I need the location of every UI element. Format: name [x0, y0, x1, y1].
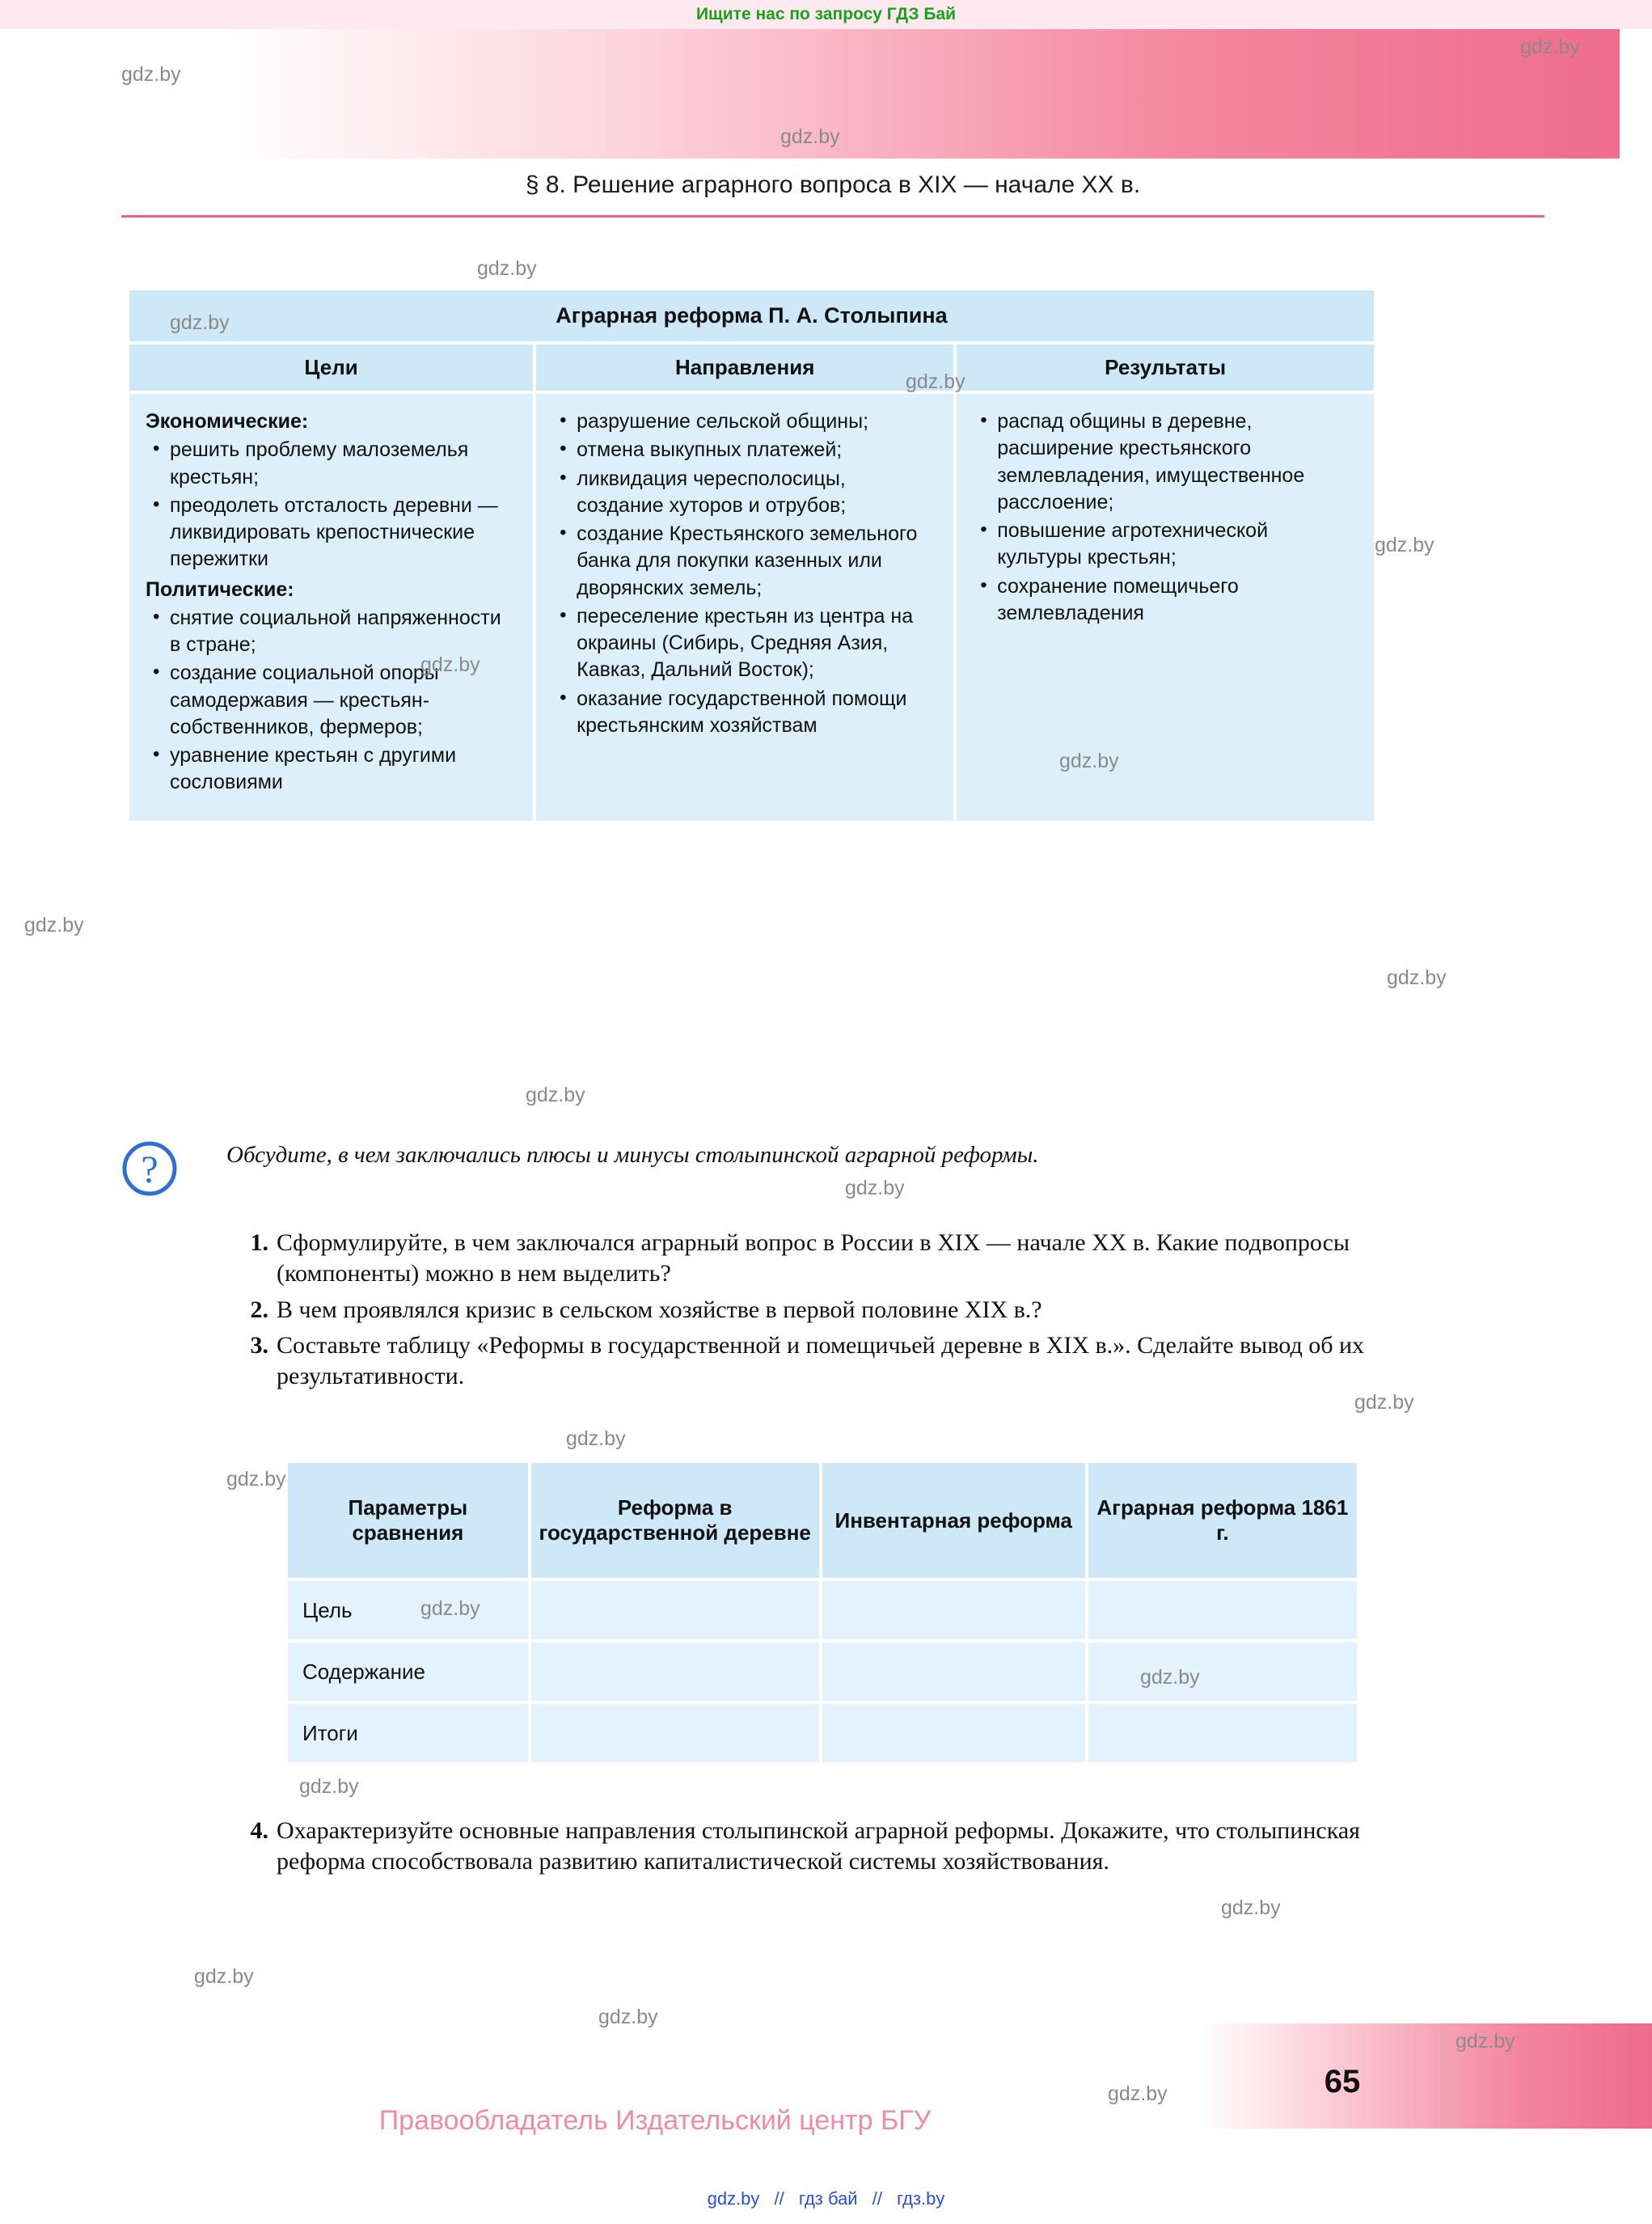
list-item: • повышение агротехнической культуры крестьян;	[973, 518, 1358, 572]
promo-banner	[0, 0, 1652, 29]
watermark-text: gdz.by	[780, 125, 840, 148]
reform-table-main-header: Аграрная реформа П. А. Столыпина	[129, 290, 1374, 341]
list-item: • создание социальной опоры самодержавия — крестьян-собственников, фермеров;	[146, 660, 517, 741]
list-item	[234, 1330, 1407, 1392]
bottom-link-2[interactable]: гдз бай	[798, 2188, 858, 2209]
watermark-text: gdz.by	[420, 653, 480, 676]
question-text: В чем проявлялся кризис в сельском хозяйстве в первой половине XIX в.?	[277, 1296, 1042, 1323]
directions-list	[552, 408, 937, 739]
table-row-column-headers	[129, 345, 1374, 391]
list-item: • разрушение сельской общины;	[552, 408, 937, 435]
column-header-directions: Направления	[536, 345, 953, 391]
watermark-text: gdz.by	[170, 311, 230, 334]
title-divider	[121, 215, 1544, 218]
watermark-text: gdz.by	[194, 1965, 254, 1988]
watermark-text: gdz.by	[226, 1468, 286, 1490]
compare-cell-empty[interactable]	[1088, 1704, 1357, 1762]
table-row-body	[129, 394, 1374, 821]
watermark-text: gdz.by	[1059, 750, 1119, 772]
watermark-text: gdz.by	[1456, 2030, 1515, 2053]
discuss-prompt: Обсудите, в чем заключались плюсы и минусы столыпинской аграрной реформы.	[226, 1142, 1039, 1168]
table-row	[288, 1704, 1357, 1762]
list-item	[234, 1295, 1407, 1326]
compare-cell-empty[interactable]	[531, 1704, 819, 1762]
question-number: 2.	[250, 1296, 268, 1323]
questions-list-after-table	[234, 1816, 1407, 1883]
compare-header-inventory-reform: Инвентарная реформа	[822, 1463, 1085, 1578]
column-header-results: Результаты	[957, 345, 1374, 391]
list-item: • сохранение помещичьего землевладения	[973, 573, 1358, 628]
questions-list	[234, 1228, 1407, 1397]
list-item: • переселение крестьян из центра на окраины (Сибирь, Средняя Азия, Кавказ, Дальний Восток);	[552, 603, 937, 684]
table-row-main-header	[129, 290, 1374, 341]
list-item: • оказание государственной помощи крестьянским хозяйствам	[552, 686, 937, 740]
cell-goals	[129, 394, 533, 821]
results-list	[973, 408, 1358, 627]
comparison-table	[285, 1460, 1360, 1765]
compare-header-agrarian-reform-1861: Аграрная реформа 1861 г.	[1088, 1463, 1357, 1578]
question-number: 4.	[250, 1817, 268, 1844]
watermark-text: gdz.by	[299, 1775, 359, 1798]
compare-cell-empty[interactable]	[822, 1581, 1085, 1639]
goals-economic-title: Экономические:	[146, 410, 309, 433]
svg-text:?: ?	[141, 1148, 158, 1191]
list-item	[234, 1228, 1407, 1289]
compare-row-label: Содержание	[288, 1643, 528, 1701]
table-row-header	[288, 1463, 1357, 1578]
list-item: • преодолеть отсталость деревни — ликвидировать крепостнические пережитки	[146, 493, 517, 573]
watermark-text: gdz.by	[477, 257, 537, 280]
question-number: 3.	[250, 1332, 268, 1359]
list-item: • ликвидация чересполосицы, создание хуторов и отрубов;	[552, 466, 937, 520]
goals-political-list	[146, 605, 517, 797]
watermark-text: gdz.by	[420, 1597, 480, 1620]
watermark-text: gdz.by	[1108, 2082, 1168, 2105]
bottom-separator-2: //	[872, 2188, 882, 2209]
bottom-links	[0, 2188, 1652, 2209]
goals-political-title: Политические:	[146, 577, 294, 601]
cell-directions	[536, 394, 953, 821]
compare-cell-empty[interactable]	[1088, 1581, 1357, 1639]
stolypin-reform-table	[126, 287, 1377, 824]
compare-header-parameters: Параметры сравнения	[288, 1463, 528, 1578]
decorative-header-bar	[32, 29, 1620, 159]
cell-results	[957, 394, 1374, 821]
list-item: • решить проблему малоземелья крестьян;	[146, 437, 517, 491]
goals-economic-list	[146, 437, 517, 573]
watermark-text: gdz.by	[1221, 1896, 1281, 1919]
list-item: • создание Крестьянского земельного банка для покупки казенных или дворянских земель;	[552, 521, 937, 602]
compare-cell-empty[interactable]	[1088, 1643, 1357, 1701]
page-number: 65	[1324, 2064, 1361, 2099]
watermark-text: gdz.by	[1354, 1391, 1414, 1414]
question-mark-icon	[121, 1140, 178, 1197]
watermark-text: gdz.by	[845, 1177, 905, 1199]
bottom-separator-1: //	[774, 2188, 784, 2209]
compare-cell-empty[interactable]	[531, 1581, 819, 1639]
compare-row-label: Итоги	[288, 1704, 528, 1762]
compare-row-label: Цель	[288, 1581, 528, 1639]
compare-cell-empty[interactable]	[531, 1643, 819, 1701]
watermark-text: gdz.by	[526, 1084, 585, 1106]
list-item: • уравнение крестьян с другими сословиями	[146, 742, 517, 797]
question-number: 1.	[250, 1229, 268, 1256]
bottom-link-3[interactable]: гдз.by	[897, 2188, 945, 2209]
watermark-text: gdz.by	[598, 2006, 658, 2028]
watermark-text: gdz.by	[906, 370, 965, 393]
table-row	[288, 1581, 1357, 1639]
list-item: • распад общины в деревне, расширение крестьянского землевладения, имущественное расслоение;	[973, 408, 1358, 516]
watermark-text: gdz.by	[121, 63, 181, 86]
watermark-text: gdz.by	[1375, 534, 1434, 556]
watermark-text: gdz.by	[1140, 1666, 1200, 1689]
question-text: Охарактеризуйте основные направления столыпинской аграрной реформы. Докажите, что столыпинская реформа способствовала развитию капиталистической системы хозяйствования.	[277, 1817, 1360, 1875]
compare-cell-empty[interactable]	[822, 1643, 1085, 1701]
page-title: § 8. Решение аграрного вопроса в XIX — начале XX в.	[525, 171, 1141, 198]
bottom-link-1[interactable]: gdz.by	[707, 2188, 760, 2209]
list-item: • отмена выкупных платежей;	[552, 437, 937, 463]
watermark-text: gdz.by	[24, 914, 84, 937]
watermark-text: gdz.by	[1520, 36, 1580, 58]
publisher-notice: Правообладатель Издательский центр БГУ	[378, 2105, 932, 2136]
watermark-text: gdz.by	[1387, 966, 1447, 989]
table-row	[288, 1643, 1357, 1701]
question-text: Составьте таблицу «Реформы в государственной и помещичьей деревне в XIX в.». Сделайте вывод об их результативности.	[277, 1332, 1365, 1390]
watermark-text: gdz.by	[566, 1427, 626, 1450]
list-item	[234, 1816, 1407, 1877]
promo-banner-text: Ищите нас по запросу ГДЗ Бай	[695, 5, 957, 23]
column-header-goals: Цели	[129, 345, 533, 391]
compare-header-state-village-reform: Реформа в государственной деревне	[531, 1463, 819, 1578]
compare-cell-empty[interactable]	[822, 1704, 1085, 1762]
question-text: Сформулируйте, в чем заключался аграрный вопрос в России в XIX — начале XX в. Какие подвопросы (компоненты) можно в нем выделить?	[277, 1229, 1350, 1287]
list-item: • снятие социальной напряженности в стране;	[146, 605, 517, 659]
